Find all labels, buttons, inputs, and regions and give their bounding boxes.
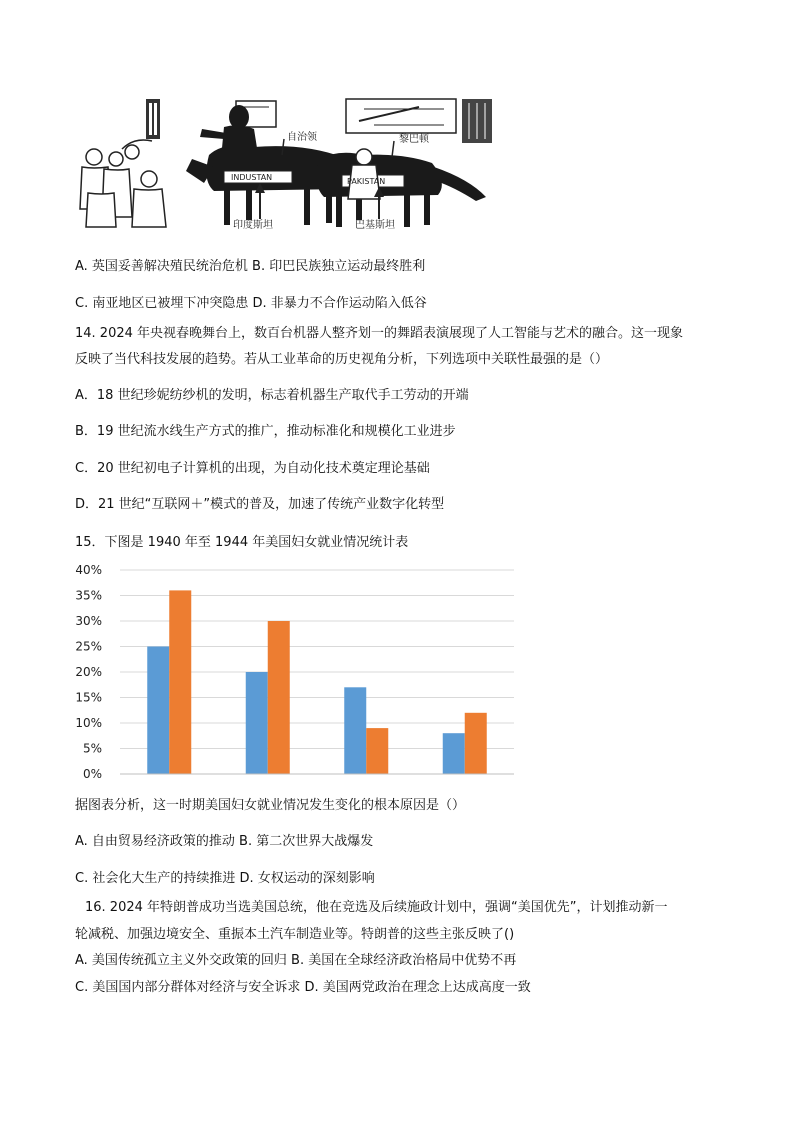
y-tick-label: 15%: [75, 690, 102, 705]
cartoon-drawing: [74, 97, 498, 235]
bar-series2-group2: [268, 621, 290, 774]
q13-options-row2: C. 南亚地区已被埋下冲突隐患 D. 非暴力不合作运动陷入低谷: [75, 296, 427, 311]
y-tick-label: 5%: [82, 741, 102, 756]
bar-chart-svg: [74, 560, 520, 782]
bar-series2-group1: [169, 590, 191, 774]
q15-options-row1: A. 自由贸易经济政策的推动 B. 第二次世界大战爆发: [75, 834, 374, 849]
bar-series1-group1: [147, 647, 169, 775]
y-tick-label: 40%: [75, 563, 102, 577]
bar-series1-group2: [246, 672, 268, 774]
q14-option-b: B．19 世纪流水线生产方式的推广，推动标准化和规模化工业进步: [75, 424, 456, 439]
cartoon-label-dominion-india: 自治领: [287, 132, 317, 143]
cartoon-label-india: 印度斯坦: [233, 220, 273, 231]
q16-options-row2: C. 美国国内部分群体对经济与安全诉求 D. 美国两党政治在理念上达成高度一致: [75, 980, 531, 995]
bar-series2-group4: [465, 713, 487, 774]
q14-option-c: C．20 世纪初电子计算机的出现，为自动化技术奠定理论基础: [75, 461, 430, 476]
q16-stem-line2: 轮减税、加强边境安全、重振本土汽车制造业等。特朗普的这些主张反映了(): [75, 927, 515, 942]
y-tick-label: 20%: [75, 665, 102, 679]
horse-label-left: INDUSTAN: [231, 173, 273, 182]
q14-stem-line1: 14. 2024 年央视春晚舞台上，数百台机器人整齐划一的舞蹈表演展现了人工智能与艺术的融合。这一现象: [75, 326, 684, 341]
y-tick-label: 0%: [82, 767, 102, 781]
bar-series1-group4: [443, 733, 465, 774]
q16-options-row1: A. 美国传统孤立主义外交政策的回归 B. 美国在全球经济政治格局中优势不再: [75, 953, 517, 968]
cartoon-label-pakistan: 巴基斯坦: [355, 220, 395, 231]
y-tick-label: 30%: [75, 614, 102, 628]
cartoon-label-dominion-pakistan: 黎巴顿: [399, 134, 429, 145]
q16-stem-line1: 16. 2024 年特朗普成功当选美国总统，他在竞选及后续施政计划中，强调“美国优先”，计划推动新一: [85, 900, 668, 915]
q14-option-a: A．18 世纪珍妮纺纱机的发明，标志着机器生产取代手工劳动的开端: [75, 388, 469, 403]
q15-options-row2: C. 社会化大生产的持续推进 D. 女权运动的深刻影响: [75, 871, 375, 886]
q13-options-row1: A. 英国妥善解决殖民统治危机 B. 印巴民族独立运动最终胜利: [75, 259, 426, 274]
q14-option-d: D．21 世纪“互联网＋”模式的普及，加速了传统产业数字化转型: [75, 497, 445, 512]
q15-question: 据图表分析，这一时期美国妇女就业情况发生变化的根本原因是（）: [75, 798, 466, 813]
y-tick-label: 10%: [75, 716, 102, 730]
y-tick-label: 25%: [75, 639, 102, 654]
q14-stem-line2: 反映了当代科技发展的趋势。若从工业革命的历史视角分析，下列选项中关联性最强的是（）: [75, 352, 609, 367]
bar-series1-group3: [344, 687, 366, 774]
q15-stem: 15．下图是 1940 年至 1944 年美国妇女就业情况统计表: [75, 535, 409, 550]
y-tick-label: 35%: [75, 588, 102, 603]
political-cartoon-image: [74, 97, 498, 235]
horse-label-right: PAKISTAN: [347, 177, 386, 186]
bar-series2-group3: [366, 728, 388, 774]
women-employment-chart: [74, 560, 520, 782]
